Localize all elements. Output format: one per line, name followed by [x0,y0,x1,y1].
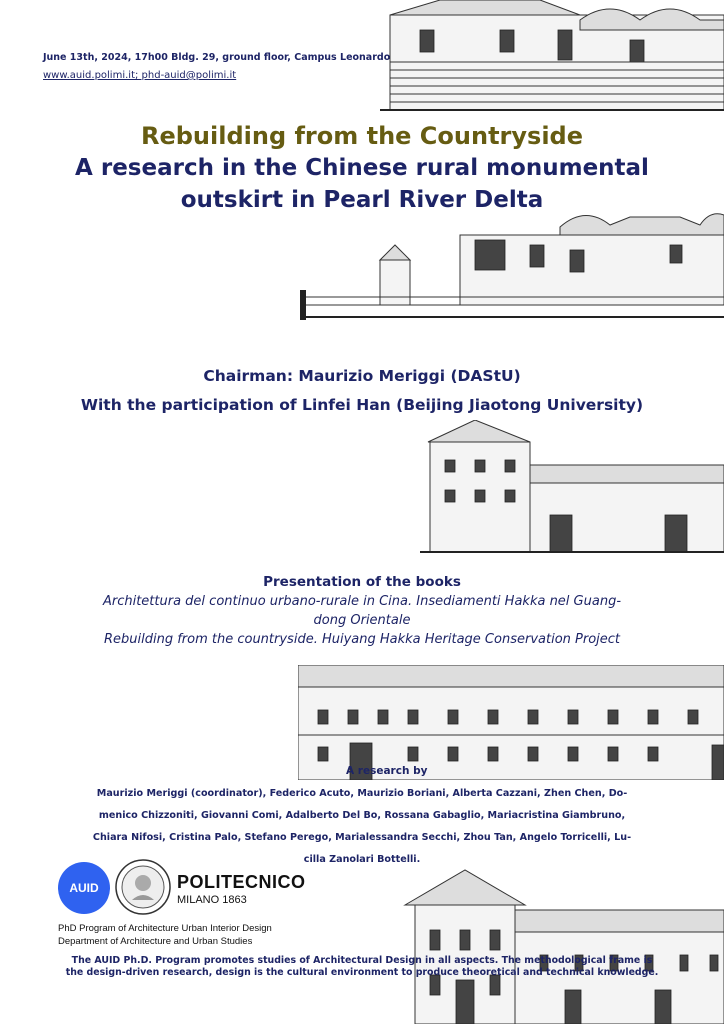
title-line-3: outskirt in Pearl River Delta [180,187,544,213]
research-heading: A research by [346,765,428,777]
politecnico-name: POLITECNICO [177,872,306,892]
program-name: PhD Program of Architecture Urban Interior Design [58,923,272,934]
participation: With the participation of Linfei Han (Beijing Jiaotong University) [80,396,644,414]
book-1-line-2: dong Orientale [313,613,411,628]
auid-logo [58,862,110,914]
auid-logo-label: AUID [69,881,99,895]
building-drawing-upper [300,205,724,320]
book-2: Rebuilding from the countryside. Huiyang Hakka Heritage Conservation Project [103,632,621,647]
event-links[interactable]: www.auid.polimi.it; phd-auid@polimi.it [43,70,237,81]
footer-line-1: The AUID Ph.D. Program promotes studies of Architectural Design in all aspects. The methodological frame is [71,955,653,966]
building-drawing-lower [298,665,724,780]
research-authors-line-3: Chiara Nifosi, Cristina Palo, Stefano Perego, Marialessandra Secchi, Zhou Tan, Angelo Torricelli, Lu- [92,832,632,843]
building-drawing-top [380,0,724,112]
event-datetime-location: June 13th, 2024, 17h00 Bldg. 29, ground floor, Campus Leonardo [43,52,391,63]
building-drawing-bottom [400,865,724,1024]
research-authors-line-4: cilla Zanolari Bottelli. [303,854,421,865]
footer-line-2: the design-driven research, design is the cultural environment to produce theoretical and technical knowledge. [65,967,659,978]
department-name: Department of Architecture and Urban Studies [58,936,253,947]
politecnico-subtitle: MILANO 1863 [177,894,247,906]
research-authors-line-1: Maurizio Meriggi (coordinator), Federico Acuto, Maurizio Boriani, Alberta Cazzani, Zhen Chen, Do- [96,788,628,799]
title-line-2: A research in the Chinese rural monumental [75,155,649,181]
research-authors-line-2: menico Chizzoniti, Giovanni Comi, Adalberto Del Bo, Rossana Gabaglio, Mariacristina Giambruno, [98,810,626,821]
politecnico-seal [114,858,172,916]
chairman: Chairman: Maurizio Meriggi (DAStU) [203,367,521,385]
books-heading: Presentation of the books [263,574,461,590]
title-line-1: Rebuilding from the Countryside [140,122,584,150]
building-drawing-middle [420,420,724,555]
book-1-line-1: Architettura del continuo urbano-rurale in Cina. Insediamenti Hakka nel Guang- [102,594,622,609]
